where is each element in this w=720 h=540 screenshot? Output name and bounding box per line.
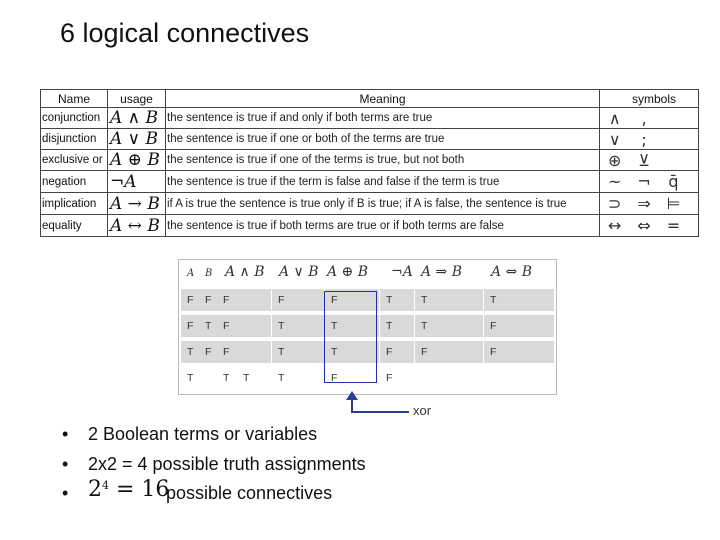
formula-base: 2 (88, 477, 102, 502)
connective-meaning: if A is true the sentence is true only if B is true; if A is false, the sentence is true (166, 193, 600, 215)
truth-cell: F (181, 289, 199, 311)
truth-cell: F (415, 341, 483, 363)
xor-label: xor (413, 403, 432, 418)
symbol: ⊻ (638, 150, 650, 170)
connective-meaning: the sentence is true if both terms are true or if both terms are false (166, 215, 600, 237)
truth-cell: F (217, 341, 271, 363)
bullet-dot: • (62, 454, 69, 474)
bullet-formula (88, 477, 169, 502)
truth-cell: F (217, 315, 271, 337)
xor-column-highlight (324, 291, 377, 383)
symbol: ⇒ (637, 194, 651, 213)
connective-meaning: the sentence is true if and only if both terms are true (166, 108, 600, 129)
symbol: ∨ (608, 129, 621, 149)
truth-cell: T (272, 341, 324, 363)
xor-arrow-shaft (351, 398, 353, 412)
truth-cell: T (325, 315, 379, 337)
header-meaning: Meaning (166, 90, 600, 108)
truth-cell: F (380, 341, 414, 363)
truth-cell: T (380, 315, 414, 337)
truth-cell: F (484, 341, 554, 363)
bullet-dot: • (62, 483, 69, 503)
truth-cell: T (325, 341, 379, 363)
truth-cell: F (386, 372, 393, 384)
truth-cell: T (415, 289, 483, 311)
truth-cell: T (415, 315, 483, 337)
connective-symbols (600, 129, 699, 150)
header-name: Name (41, 90, 108, 108)
truth-header-b: B (205, 268, 213, 279)
connective-name: conjunction (41, 108, 108, 129)
symbol: ⊨ (666, 194, 681, 213)
truth-cell: T (243, 372, 250, 384)
connective-usage: A ∧ B (108, 108, 166, 129)
truth-cell: T (484, 289, 554, 311)
connective-symbols (600, 108, 699, 129)
connective-usage: A → B (108, 193, 166, 215)
truth-cell (415, 367, 483, 389)
truth-cell: T (223, 372, 230, 384)
symbol: , (641, 108, 647, 128)
truth-cell: F (325, 289, 379, 311)
connective-meaning: the sentence is true if the term is false and false if the term is true (166, 171, 600, 193)
truth-cell: T (199, 315, 217, 337)
formula-result: = 16 (116, 477, 170, 502)
bullet-text: possible connectives (166, 483, 333, 503)
truth-table-header (179, 260, 556, 287)
truth-cell (484, 367, 554, 389)
connective-usage: A ∨ B (108, 129, 166, 150)
truth-cell: T (272, 315, 324, 337)
connective-symbols (600, 150, 699, 171)
symbol: ¬ (637, 172, 651, 191)
symbol: ; (641, 129, 647, 149)
header-usage: usage (108, 90, 166, 108)
truth-header-implies: A ⇒ B (421, 264, 463, 280)
connective-symbols (600, 193, 699, 215)
connective-usage: ¬A (108, 171, 166, 193)
connective-usage: A ⊕ B (108, 150, 166, 171)
bullet-dot: • (62, 424, 69, 444)
connectives-header-row (41, 90, 699, 108)
connective-name: negation (41, 171, 108, 193)
truth-cell: F (331, 372, 338, 384)
connective-meaning: the sentence is true if one of the terms is true, but not both (166, 150, 600, 171)
symbol: ~ (607, 172, 622, 191)
symbol: = (666, 216, 681, 235)
connective-symbols (600, 215, 699, 237)
bullet-text: 2x2 = 4 possible truth assignments (88, 454, 366, 474)
truth-cell: T (380, 289, 414, 311)
truth-cell: T (278, 372, 285, 384)
truth-header-and: A ∧ B (225, 264, 265, 280)
truth-header-not: ¬A (391, 264, 413, 280)
truth-cell: T (187, 372, 194, 384)
symbol: ↔ (607, 216, 622, 235)
truth-cell: F (199, 289, 217, 311)
connective-name: implication (41, 193, 108, 215)
header-symbols: symbols (600, 90, 699, 108)
row-conjunction (41, 108, 699, 129)
truth-header-xor: A ⊕ B (327, 264, 369, 280)
connective-symbols (600, 171, 699, 193)
row-equality (41, 215, 699, 237)
truth-header-iff: A ⇔ B (491, 264, 533, 280)
row-negation (41, 171, 699, 193)
slide-title: 6 logical connectives (60, 18, 310, 48)
connective-meaning: the sentence is true if one or both of the terms are true (166, 129, 600, 150)
connective-usage: A ↔ B (108, 215, 166, 237)
truth-header-or: A ∨ B (279, 264, 319, 280)
connective-name: equality (41, 215, 108, 237)
symbol: ⊃ (607, 194, 622, 213)
connective-name: exclusive or (41, 150, 108, 171)
xor-arrow-leader (351, 411, 409, 413)
truth-cell: T (181, 341, 199, 363)
truth-cell: F (199, 341, 217, 363)
truth-cell: F (272, 289, 324, 311)
symbol: ⊕ (607, 150, 622, 170)
truth-cell: F (181, 315, 199, 337)
bullet-text: 2 Boolean terms or variables (88, 424, 318, 444)
formula-exponent: 4 (102, 479, 109, 492)
truth-cell: F (484, 315, 554, 337)
symbol: ∧ (608, 108, 621, 128)
row-implication (41, 193, 699, 215)
symbol: ⇔ (637, 216, 651, 235)
connective-name: disjunction (41, 129, 108, 150)
row-disjunction (41, 129, 699, 150)
connectives-table (40, 89, 699, 237)
symbol: q̄ (668, 172, 679, 191)
row-exclusive-or (41, 150, 699, 171)
truth-cell: F (217, 289, 271, 311)
truth-header-a: A (187, 268, 195, 279)
